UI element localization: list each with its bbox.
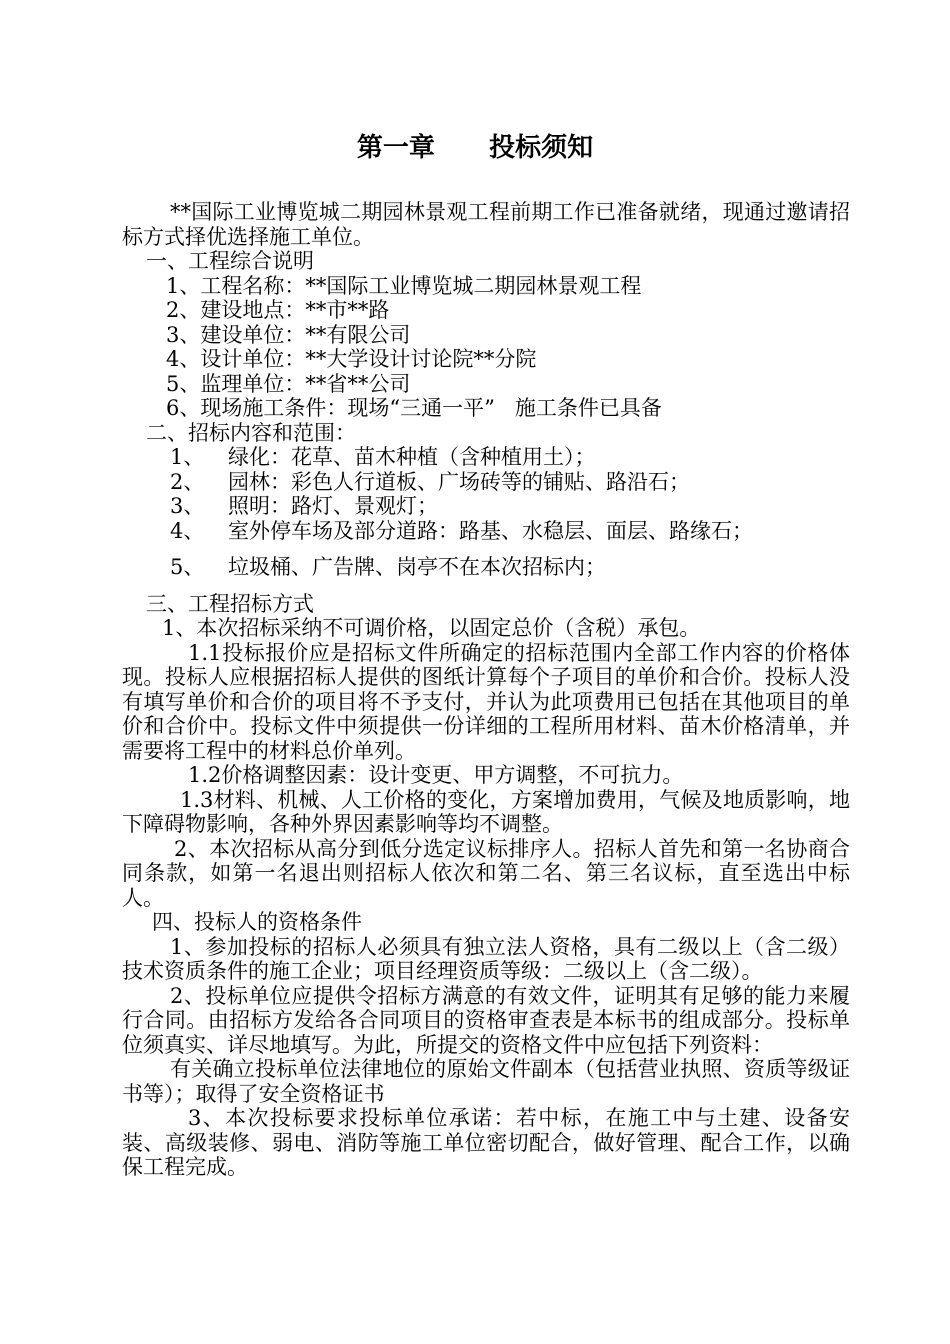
section-heading-1: 一、工程综合说明 [146,249,314,273]
project-info-item: 1、工程名称：**国际工业博览城二期园林景观工程 [166,273,642,298]
scope-item [122,470,850,495]
scope-item [122,555,850,580]
project-info-item: 3、建设单位：**有限公司 [166,322,411,347]
scope-item [122,445,850,470]
bidding-method-paragraph: 1.2价格调整因素：设计变更、甲方调整，不可抗力。 [188,763,684,787]
bidding-method-paragraph: 1、本次招标采纳不可调价格，以固定总价（含税）承包。 [162,616,701,640]
section-heading-2: 二、招标内容和范围： [146,420,356,445]
scope-item-number: 3、 [170,494,205,518]
scope-item [122,519,850,544]
project-info-item: 6、现场施工条件：现场“三通一平” 施工条件已具备 [166,396,662,420]
document-body [122,200,850,1180]
scope-item-text: 照明：路灯、景观灯； [228,494,438,518]
intro-paragraph: **国际工业博览城二期园林景观工程前期工作已准备就绪，现通过邀请招标方式择优选择施工单位。 [122,200,850,249]
scope-item-number: 4、 [170,518,205,543]
scope-item-text: 垃圾桶、广告牌、岗亭不在本次招标内； [228,555,606,579]
section-heading-4: 四、投标人的资格条件 [152,910,362,934]
qualification-paragraph: 有关确立投标单位法律地位的原始文件副本（包括营业执照、资质等级证书等）；取得了安全资格证书 [122,1057,850,1106]
scope-item-text: 绿化：花草、苗木种植（含种植用土）； [228,445,596,469]
spacer [122,543,850,555]
scope-item [122,494,850,519]
scope-item-text: 园林：彩色人行道板、广场砖等的铺贴、路沿石； [228,469,690,494]
spacer [122,580,850,592]
bidding-method-paragraph: 2、本次招标从高分到低分选定议标排序人。招标人首先和第一名协商合同条款，如第一名退出则招标人依次和第二名、第三名议标，直至选出中标人。 [122,836,850,910]
qualification-paragraph: 3、本次投标要求投标单位承诺：若中标，在施工中与土建、设备安装、高级装修、弱电、消防等施工单位密切配合，做好管理、配合工作，以确保工程完成。 [122,1106,850,1179]
scope-item-number: 2、 [170,469,205,494]
chapter-title: 第一章 投标须知 [356,133,594,163]
scope-item-number: 1、 [170,445,205,469]
qualification-paragraph: 2、投标单位应提供令招标方满意的有效文件，证明其有足够的能力来履行合同。由招标方发给各合同项目的资格审查表是本标书的组成部分。投标单位须真实、详尽地填写。为此，所提交的资格文件中应包括下列资料： [122,983,850,1057]
section-heading-3: 三、工程招标方式 [146,591,314,616]
project-info-item: 5、监理单位：**省**公司 [166,371,411,396]
scope-item-number: 5、 [170,555,205,579]
bidding-method-paragraph: 1.3材料、机械、人工价格的变化，方案增加费用，气候及地质影响，地下障碍物影响，各种外界因素影响等均不调整。 [122,787,850,836]
project-info-item: 2、建设地点：**市**路 [166,298,390,322]
bidding-method-paragraph: 1.1投标报价应是招标文件所确定的招标范围内全部工作内容的价格体现。投标人应根据招标人提供的图纸计算每个子项目的单价和合价。投标人没有填写单价和合价的项目将不予支付，并认为此项费用已包括在其他项目的单价和合价中。投标文件中须提供一份详细的工程所用材料、苗木价格清单，并需要将工程中的材料总价单列。 [122,640,850,763]
qualification-paragraph: 1、参加投标的招标人必须具有独立法人资格，具有二级以上（含二级）技术资质条件的施工企业；项目经理资质等级：二级以上（含二级）。 [122,934,850,983]
scope-item-text: 室外停车场及部分道路：路基、水稳层、面层、路缘石； [228,518,753,543]
project-info-item: 4、设计单位：**大学设计讨论院**分院 [166,347,537,371]
